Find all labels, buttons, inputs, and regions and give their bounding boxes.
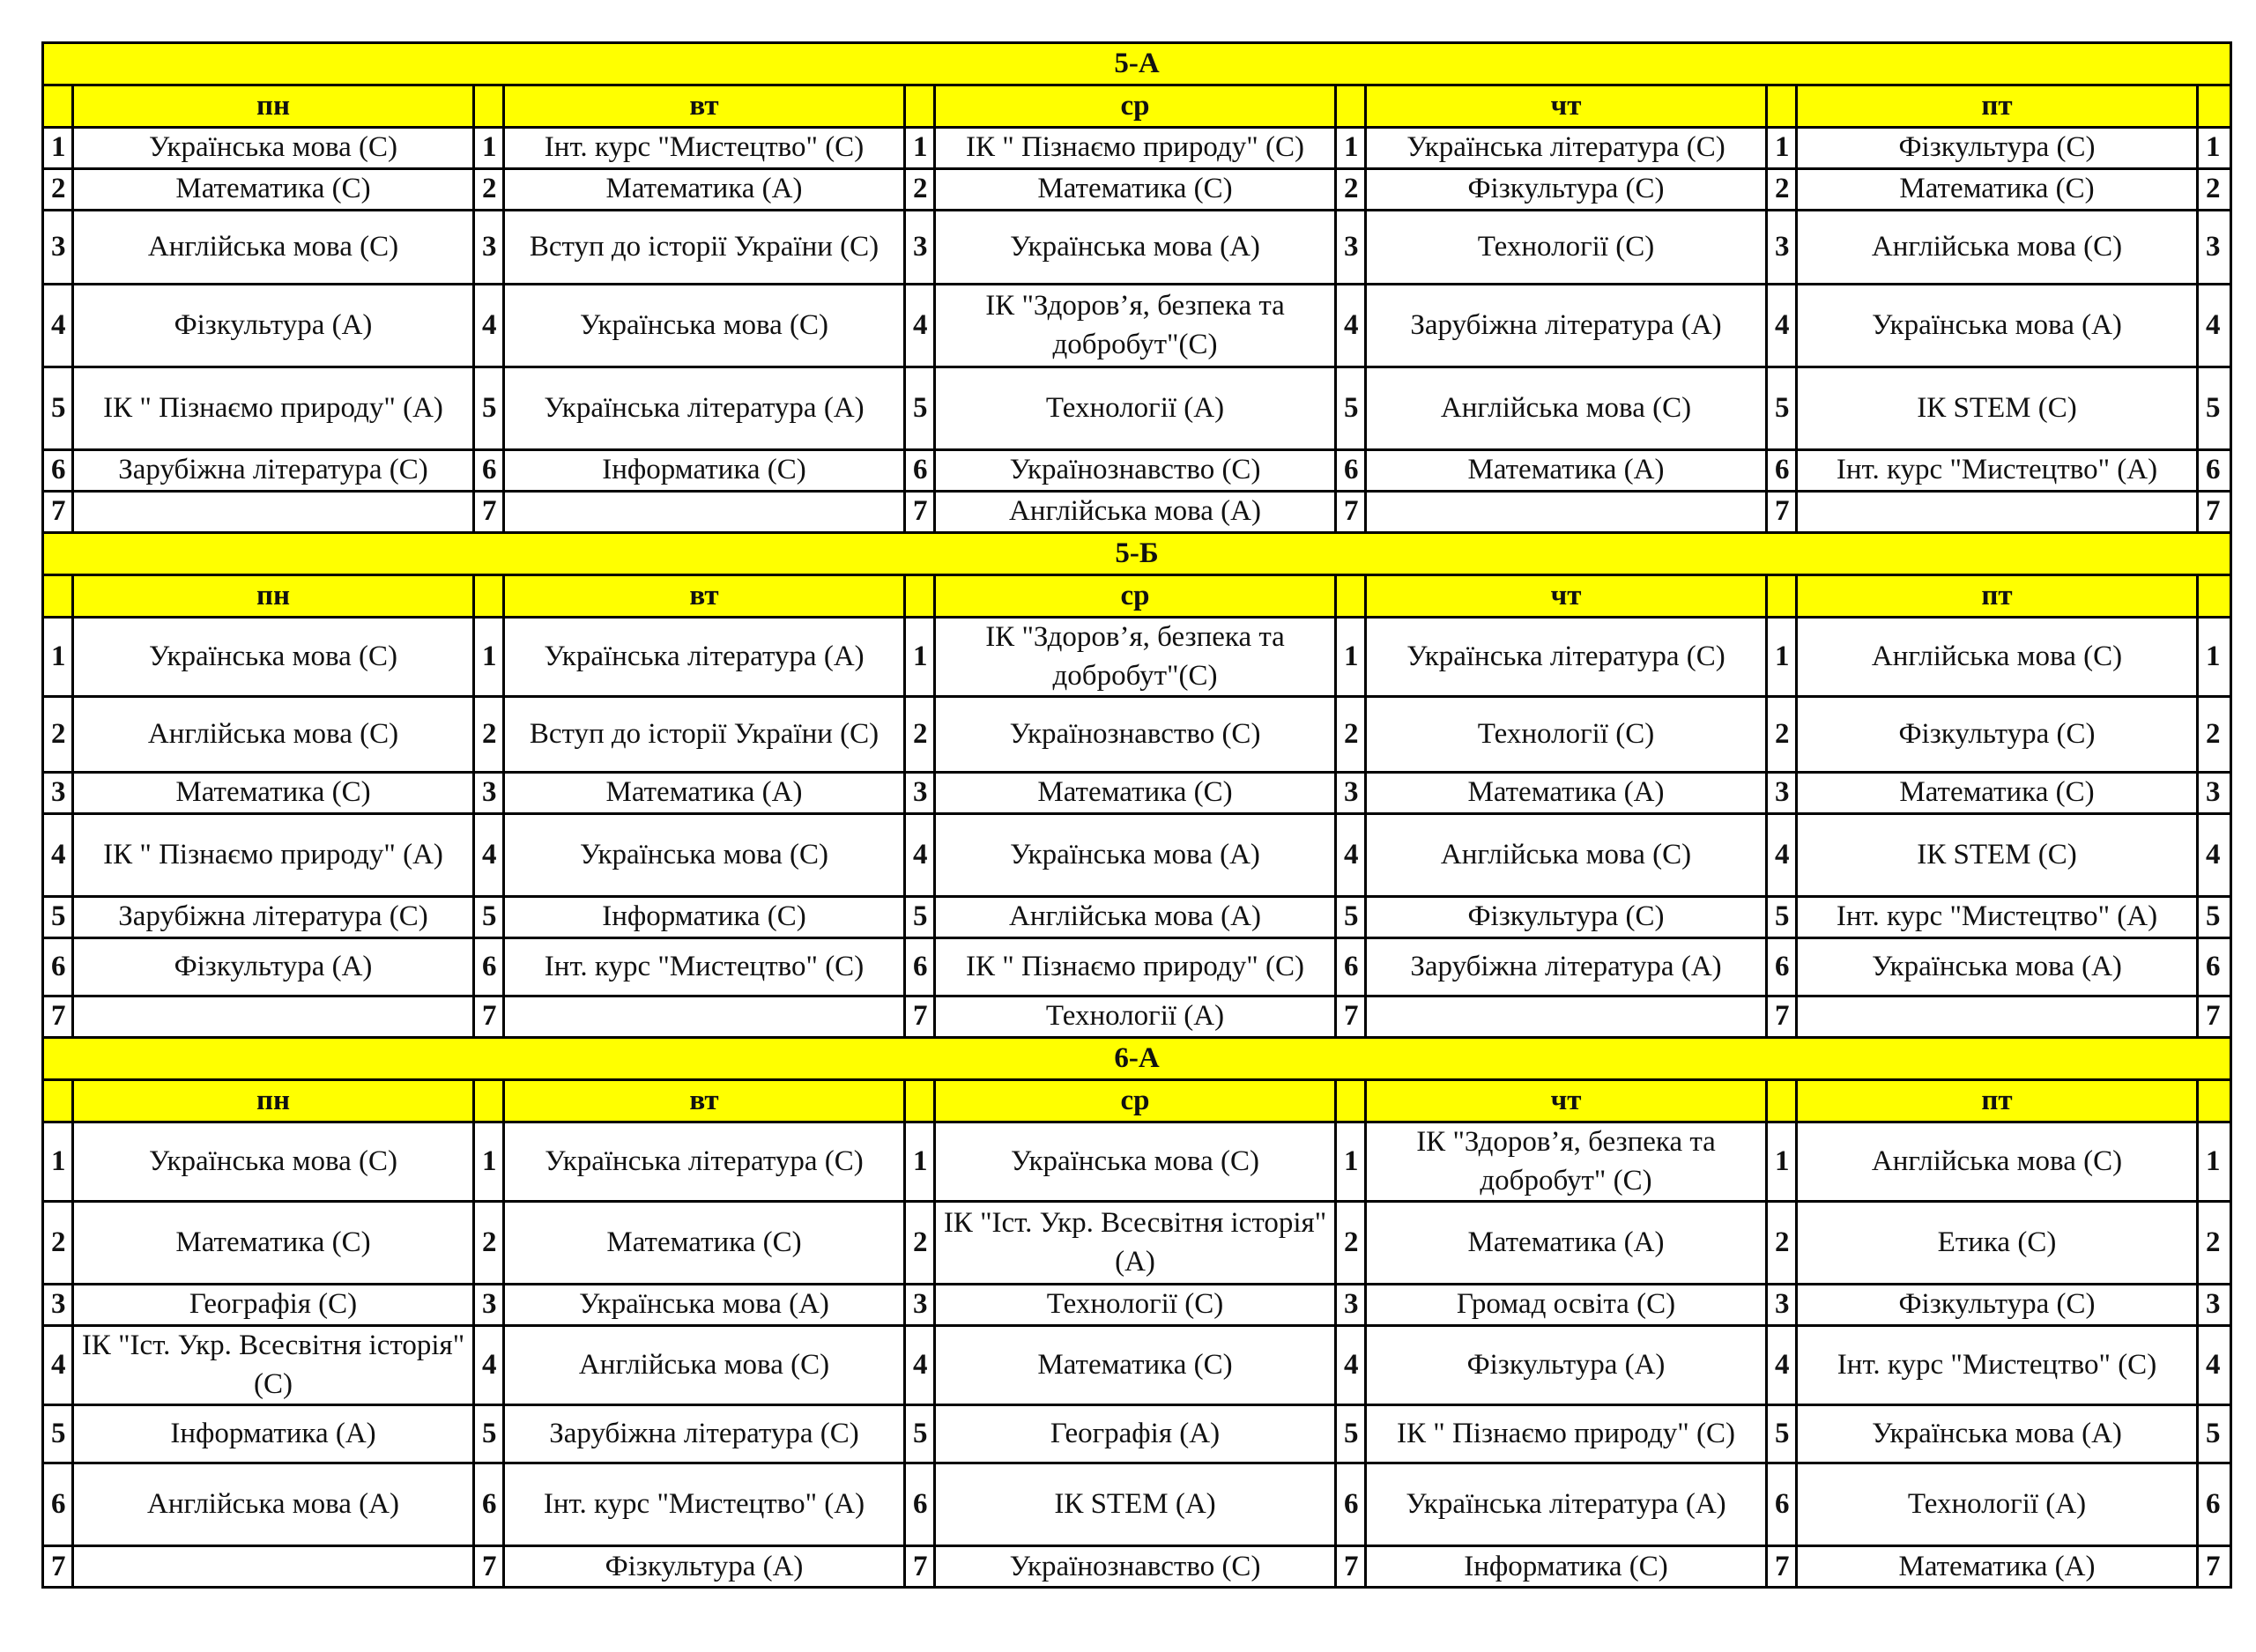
lesson-number: 1 [1767, 128, 1797, 169]
lesson-number: 2 [905, 697, 935, 773]
lesson-cell: Інт. курс "Мистецтво" (С) [504, 128, 905, 169]
day-header-spacer [474, 575, 504, 618]
lesson-cell: Українська мова (А) [504, 1285, 905, 1326]
lesson-number: 2 [1767, 169, 1797, 211]
day-header: пт [1797, 1080, 2198, 1122]
lesson-row [43, 938, 2231, 996]
lesson-number: 3 [474, 1285, 504, 1326]
lesson-cell: Математика (А) [1366, 1202, 1767, 1285]
lesson-cell [1797, 996, 2198, 1038]
lesson-cell: Фізкультура (А) [73, 285, 474, 367]
day-header-spacer [43, 85, 73, 128]
lesson-number: 4 [905, 285, 935, 367]
lesson-row [43, 618, 2231, 697]
lesson-cell: Англійська мова (А) [935, 897, 1336, 938]
class-title-row [43, 43, 2231, 85]
lesson-cell: Англійська мова (С) [1797, 1122, 2198, 1202]
lesson-cell [1366, 996, 1767, 1038]
lesson-cell: ІК STEM (А) [935, 1463, 1336, 1546]
lesson-cell: Інт. курс "Мистецтво" (С) [504, 938, 905, 996]
lesson-number: 2 [905, 1202, 935, 1285]
day-header: ср [935, 1080, 1336, 1122]
day-header-spacer [43, 1080, 73, 1122]
lesson-cell: Українська мова (С) [504, 285, 905, 367]
lesson-row [43, 897, 2231, 938]
lesson-cell: Українська мова (С) [73, 128, 474, 169]
lesson-number: 1 [1767, 618, 1797, 697]
lesson-cell: Інт. курс "Мистецтво" (А) [1797, 897, 2198, 938]
lesson-cell: ІК " Пізнаємо природу" (С) [1366, 1405, 1767, 1463]
lesson-cell: Фізкультура (С) [1366, 169, 1767, 211]
lesson-number: 6 [1767, 450, 1797, 492]
lesson-cell: Зарубіжна література (А) [1366, 938, 1767, 996]
lesson-number: 5 [905, 367, 935, 450]
lesson-number: 4 [2198, 1326, 2231, 1405]
lesson-number: 5 [1767, 897, 1797, 938]
day-header-row [43, 1080, 2231, 1122]
day-header: чт [1366, 85, 1767, 128]
lesson-number: 4 [1336, 814, 1366, 897]
lesson-cell: Інформатика (С) [1366, 1546, 1767, 1588]
day-header: пн [73, 85, 474, 128]
lesson-cell: ІК STEM (С) [1797, 814, 2198, 897]
lesson-number: 5 [905, 897, 935, 938]
lesson-cell: Математика (С) [504, 1202, 905, 1285]
lesson-number: 7 [43, 1546, 73, 1588]
lesson-cell: Математика (С) [73, 1202, 474, 1285]
day-header-spacer [1336, 85, 1366, 128]
lesson-cell: ІК " Пізнаємо природу" (А) [73, 367, 474, 450]
lesson-cell: Технології (С) [935, 1285, 1336, 1326]
lesson-cell: Технології (С) [1366, 697, 1767, 773]
lesson-number: 1 [1336, 1122, 1366, 1202]
lesson-number: 7 [43, 996, 73, 1038]
lesson-number: 2 [2198, 169, 2231, 211]
lesson-cell: Математика (С) [935, 169, 1336, 211]
lesson-number: 3 [905, 211, 935, 285]
lesson-number: 3 [1336, 211, 1366, 285]
lesson-cell: Українознавство (С) [935, 697, 1336, 773]
lesson-cell: Етика (С) [1797, 1202, 2198, 1285]
lesson-cell [1366, 492, 1767, 533]
class-name: 5-А [43, 43, 2231, 85]
lesson-cell: Інт. курс "Мистецтво" (С) [1797, 1326, 2198, 1405]
day-header-spacer [474, 85, 504, 128]
lesson-cell: ІК "Здоров’я, безпека та добробут"(С) [935, 618, 1336, 697]
lesson-number: 3 [905, 773, 935, 814]
lesson-cell: Українська мова (С) [935, 1122, 1336, 1202]
lesson-number: 4 [43, 814, 73, 897]
lesson-number: 7 [1336, 996, 1366, 1038]
lesson-number: 1 [905, 128, 935, 169]
day-header: пт [1797, 85, 2198, 128]
lesson-number: 2 [1767, 1202, 1797, 1285]
lesson-row [43, 169, 2231, 211]
lesson-cell: Українська мова (А) [935, 814, 1336, 897]
lesson-number: 5 [1336, 367, 1366, 450]
lesson-number: 6 [1336, 938, 1366, 996]
day-header: пн [73, 1080, 474, 1122]
lesson-number: 5 [1767, 1405, 1797, 1463]
lesson-cell: Географія (С) [73, 1285, 474, 1326]
lesson-cell: Англійська мова (С) [1797, 211, 2198, 285]
lesson-number: 5 [474, 1405, 504, 1463]
lesson-cell: ІК "Здоров’я, безпека та добробут"(С) [935, 285, 1336, 367]
lesson-cell: Англійська мова (А) [935, 492, 1336, 533]
lesson-cell: Технології (А) [935, 367, 1336, 450]
lesson-row [43, 492, 2231, 533]
day-header: ср [935, 575, 1336, 618]
lesson-row [43, 1326, 2231, 1405]
lesson-row [43, 211, 2231, 285]
lesson-number: 6 [43, 1463, 73, 1546]
lesson-cell: Українська література (С) [504, 1122, 905, 1202]
lesson-number: 2 [905, 169, 935, 211]
lesson-number: 5 [905, 1405, 935, 1463]
lesson-number: 1 [43, 618, 73, 697]
lesson-row [43, 773, 2231, 814]
lesson-cell: Українська мова (С) [73, 1122, 474, 1202]
lesson-number: 6 [474, 1463, 504, 1546]
lesson-cell: Фізкультура (С) [1366, 897, 1767, 938]
day-header-spacer [43, 575, 73, 618]
day-header: вт [504, 575, 905, 618]
lesson-row [43, 285, 2231, 367]
lesson-cell: Фізкультура (С) [1797, 697, 2198, 773]
lesson-cell: Українська література (С) [1366, 128, 1767, 169]
lesson-number: 7 [2198, 492, 2231, 533]
lesson-number: 1 [474, 128, 504, 169]
lesson-cell: Українська література (А) [504, 367, 905, 450]
class-name: 5-Б [43, 533, 2231, 575]
lesson-row [43, 697, 2231, 773]
lesson-number: 1 [1336, 618, 1366, 697]
lesson-number: 4 [1336, 1326, 1366, 1405]
lesson-cell: Математика (С) [935, 773, 1336, 814]
lesson-number: 3 [1336, 1285, 1366, 1326]
lesson-cell: Фізкультура (С) [1797, 1285, 2198, 1326]
lesson-number: 2 [2198, 697, 2231, 773]
lesson-number: 6 [905, 938, 935, 996]
lesson-number: 7 [1336, 492, 1366, 533]
lesson-cell: Громад освіта (С) [1366, 1285, 1767, 1326]
lesson-cell: Фізкультура (А) [504, 1546, 905, 1588]
lesson-number: 2 [474, 169, 504, 211]
lesson-number: 6 [905, 450, 935, 492]
lesson-cell [1797, 492, 2198, 533]
lesson-cell [504, 996, 905, 1038]
lesson-row [43, 1546, 2231, 1588]
lesson-number: 6 [2198, 450, 2231, 492]
lesson-cell: ІК "Здоров’я, безпека та добробут" (С) [1366, 1122, 1767, 1202]
lesson-number: 2 [43, 1202, 73, 1285]
lesson-number: 3 [43, 211, 73, 285]
lesson-number: 3 [2198, 211, 2231, 285]
lesson-cell: Англійська мова (С) [73, 211, 474, 285]
lesson-cell: Математика (С) [935, 1326, 1336, 1405]
lesson-number: 6 [1767, 1463, 1797, 1546]
lesson-cell: Українська мова (А) [935, 211, 1336, 285]
lesson-number: 4 [474, 285, 504, 367]
lesson-number: 3 [1336, 773, 1366, 814]
lesson-number: 3 [474, 773, 504, 814]
day-header: чт [1366, 1080, 1767, 1122]
lesson-number: 6 [2198, 938, 2231, 996]
lesson-cell: Технології (С) [1366, 211, 1767, 285]
lesson-cell: Інформатика (С) [504, 897, 905, 938]
day-header: чт [1366, 575, 1767, 618]
lesson-number: 1 [43, 128, 73, 169]
lesson-number: 4 [1767, 814, 1797, 897]
lesson-number: 5 [2198, 897, 2231, 938]
lesson-number: 1 [1336, 128, 1366, 169]
lesson-cell: Українська мова (С) [73, 618, 474, 697]
lesson-row [43, 1463, 2231, 1546]
lesson-row [43, 1285, 2231, 1326]
lesson-number: 2 [43, 697, 73, 773]
lesson-number: 5 [1336, 897, 1366, 938]
lesson-cell: Математика (А) [1797, 1546, 2198, 1588]
lesson-cell: Математика (С) [1797, 773, 2198, 814]
lesson-cell: Українська література (А) [504, 618, 905, 697]
lesson-cell: Англійська мова (С) [1797, 618, 2198, 697]
lesson-row [43, 367, 2231, 450]
lesson-cell: Математика (С) [73, 773, 474, 814]
lesson-cell: Математика (А) [504, 773, 905, 814]
day-header: вт [504, 1080, 905, 1122]
lesson-cell: ІК "Іст. Укр. Всесвітня історія" (А) [935, 1202, 1336, 1285]
lesson-cell: Українська мова (А) [1797, 1405, 2198, 1463]
lesson-number: 3 [2198, 1285, 2231, 1326]
day-header: пт [1797, 575, 2198, 618]
day-header-spacer [1336, 1080, 1366, 1122]
lesson-number: 4 [1767, 1326, 1797, 1405]
lesson-number: 5 [1336, 1405, 1366, 1463]
day-header: вт [504, 85, 905, 128]
lesson-cell [73, 492, 474, 533]
lesson-cell: Українська мова (А) [1797, 285, 2198, 367]
lesson-number: 5 [2198, 1405, 2231, 1463]
lesson-row [43, 1122, 2231, 1202]
lesson-cell: Українська література (А) [1366, 1463, 1767, 1546]
day-header-spacer [2198, 575, 2231, 618]
lesson-cell: Вступ до історії України (С) [504, 211, 905, 285]
lesson-number: 7 [905, 492, 935, 533]
lesson-cell: Англійська мова (С) [73, 697, 474, 773]
lesson-number: 1 [474, 618, 504, 697]
lesson-number: 2 [1336, 169, 1366, 211]
lesson-cell: Українська література (С) [1366, 618, 1767, 697]
lesson-cell: Математика (А) [1366, 450, 1767, 492]
lesson-cell: Інт. курс "Мистецтво" (А) [1797, 450, 2198, 492]
lesson-cell: ІК " Пізнаємо природу" (А) [73, 814, 474, 897]
lesson-cell: Англійська мова (С) [504, 1326, 905, 1405]
lesson-number: 7 [1336, 1546, 1366, 1588]
lesson-number: 4 [43, 1326, 73, 1405]
lesson-number: 5 [474, 897, 504, 938]
day-header: пн [73, 575, 474, 618]
lesson-number: 6 [43, 450, 73, 492]
lesson-row [43, 996, 2231, 1038]
lesson-cell [504, 492, 905, 533]
lesson-number: 1 [474, 1122, 504, 1202]
lesson-number: 7 [2198, 996, 2231, 1038]
lesson-cell: Технології (А) [1797, 1463, 2198, 1546]
lesson-number: 4 [2198, 814, 2231, 897]
timetable [41, 41, 2232, 1589]
lesson-cell: Англійська мова (А) [73, 1463, 474, 1546]
lesson-number: 2 [1336, 1202, 1366, 1285]
day-header-spacer [1767, 85, 1797, 128]
lesson-number: 1 [2198, 128, 2231, 169]
lesson-number: 6 [2198, 1463, 2231, 1546]
class-name: 6-А [43, 1038, 2231, 1080]
day-header-row [43, 85, 2231, 128]
lesson-number: 7 [474, 1546, 504, 1588]
lesson-number: 6 [1336, 1463, 1366, 1546]
lesson-number: 7 [1767, 1546, 1797, 1588]
lesson-number: 3 [1767, 1285, 1797, 1326]
lesson-number: 1 [43, 1122, 73, 1202]
lesson-cell: Математика (А) [504, 169, 905, 211]
lesson-cell: Зарубіжна література (С) [73, 450, 474, 492]
class-title-row [43, 533, 2231, 575]
lesson-number: 1 [905, 1122, 935, 1202]
lesson-number: 7 [905, 996, 935, 1038]
lesson-cell: Інформатика (С) [504, 450, 905, 492]
lesson-number: 4 [43, 285, 73, 367]
day-header-spacer [905, 85, 935, 128]
lesson-number: 3 [1767, 773, 1797, 814]
lesson-number: 6 [474, 450, 504, 492]
lesson-cell: Математика (А) [1366, 773, 1767, 814]
lesson-number: 1 [905, 618, 935, 697]
lesson-cell: Вступ до історії України (С) [504, 697, 905, 773]
lesson-cell: Інт. курс "Мистецтво" (А) [504, 1463, 905, 1546]
lesson-number: 3 [2198, 773, 2231, 814]
lesson-cell [73, 1546, 474, 1588]
lesson-number: 7 [474, 996, 504, 1038]
lesson-number: 1 [2198, 618, 2231, 697]
lesson-number: 6 [1336, 450, 1366, 492]
lesson-cell: ІК STEM (С) [1797, 367, 2198, 450]
lesson-number: 3 [905, 1285, 935, 1326]
lesson-cell [73, 996, 474, 1038]
lesson-number: 7 [2198, 1546, 2231, 1588]
lesson-cell: Інформатика (А) [73, 1405, 474, 1463]
lesson-cell: Українознавство (С) [935, 450, 1336, 492]
lesson-number: 2 [474, 697, 504, 773]
lesson-number: 3 [1767, 211, 1797, 285]
lesson-number: 2 [1336, 697, 1366, 773]
lesson-number: 7 [1767, 492, 1797, 533]
lesson-number: 6 [474, 938, 504, 996]
lesson-number: 5 [2198, 367, 2231, 450]
day-header-spacer [2198, 85, 2231, 128]
lesson-cell: ІК "Іст. Укр. Всесвітня історія" (С) [73, 1326, 474, 1405]
lesson-cell: ІК " Пізнаємо природу" (С) [935, 128, 1336, 169]
day-header-spacer [2198, 1080, 2231, 1122]
day-header-spacer [1336, 575, 1366, 618]
lesson-cell: Математика (С) [1797, 169, 2198, 211]
lesson-number: 2 [43, 169, 73, 211]
lesson-number: 4 [905, 1326, 935, 1405]
lesson-number: 3 [43, 773, 73, 814]
lesson-number: 2 [2198, 1202, 2231, 1285]
lesson-cell: Географія (А) [935, 1405, 1336, 1463]
lesson-number: 7 [43, 492, 73, 533]
lesson-row [43, 814, 2231, 897]
lesson-number: 5 [43, 367, 73, 450]
lesson-cell: Фізкультура (А) [73, 938, 474, 996]
lesson-row [43, 128, 2231, 169]
lesson-number: 1 [2198, 1122, 2231, 1202]
lesson-number: 4 [1767, 285, 1797, 367]
lesson-number: 5 [43, 1405, 73, 1463]
lesson-number: 5 [1767, 367, 1797, 450]
lesson-row [43, 1405, 2231, 1463]
lesson-cell: Українська мова (А) [1797, 938, 2198, 996]
lesson-number: 5 [43, 897, 73, 938]
lesson-cell: Українська мова (С) [504, 814, 905, 897]
lesson-number: 1 [1767, 1122, 1797, 1202]
lesson-number: 4 [1336, 285, 1366, 367]
lesson-cell: Технології (А) [935, 996, 1336, 1038]
lesson-cell: Математика (С) [73, 169, 474, 211]
lesson-number: 5 [474, 367, 504, 450]
day-header-spacer [905, 575, 935, 618]
lesson-cell: Англійська мова (С) [1366, 367, 1767, 450]
class-title-row [43, 1038, 2231, 1080]
day-header-spacer [1767, 575, 1797, 618]
day-header-spacer [905, 1080, 935, 1122]
lesson-number: 4 [2198, 285, 2231, 367]
lesson-cell: Зарубіжна література (С) [504, 1405, 905, 1463]
lesson-cell: ІК " Пізнаємо природу" (С) [935, 938, 1336, 996]
lesson-number: 4 [905, 814, 935, 897]
lesson-number: 4 [474, 814, 504, 897]
lesson-number: 2 [474, 1202, 504, 1285]
day-header-row [43, 575, 2231, 618]
lesson-cell: Фізкультура (С) [1797, 128, 2198, 169]
day-header-spacer [474, 1080, 504, 1122]
lesson-cell: Українознавство (С) [935, 1546, 1336, 1588]
lesson-number: 4 [474, 1326, 504, 1405]
lesson-cell: Англійська мова (С) [1366, 814, 1767, 897]
lesson-number: 6 [905, 1463, 935, 1546]
lesson-number: 7 [905, 1546, 935, 1588]
lesson-number: 6 [43, 938, 73, 996]
day-header: ср [935, 85, 1336, 128]
lesson-row [43, 450, 2231, 492]
lesson-cell: Фізкультура (А) [1366, 1326, 1767, 1405]
lesson-cell: Зарубіжна література (А) [1366, 285, 1767, 367]
lesson-number: 7 [474, 492, 504, 533]
lesson-number: 6 [1767, 938, 1797, 996]
lesson-number: 7 [1767, 996, 1797, 1038]
day-header-spacer [1767, 1080, 1797, 1122]
lesson-number: 3 [474, 211, 504, 285]
lesson-number: 2 [1767, 697, 1797, 773]
lesson-cell: Зарубіжна література (С) [73, 897, 474, 938]
lesson-row [43, 1202, 2231, 1285]
lesson-number: 3 [43, 1285, 73, 1326]
